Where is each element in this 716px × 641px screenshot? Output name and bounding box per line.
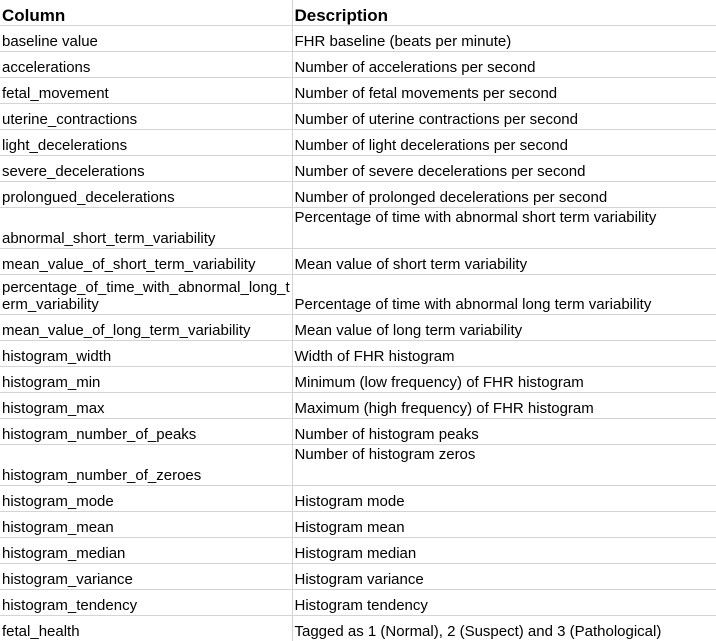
description-cell[interactable]: Number of severe decelerations per second (292, 156, 716, 182)
table-row (0, 78, 716, 104)
column-cell[interactable]: severe_decelerations (0, 156, 292, 182)
column-cell[interactable]: histogram_number_of_peaks (0, 419, 292, 445)
table-row (0, 182, 716, 208)
description-cell[interactable]: Percentage of time with abnormal short term variability (292, 208, 716, 249)
column-header-cell[interactable]: Column (0, 0, 292, 26)
column-cell[interactable]: mean_value_of_long_term_variability (0, 315, 292, 341)
column-cell[interactable]: histogram_number_of_zeroes (0, 445, 292, 486)
table-row (0, 419, 716, 445)
column-cell[interactable]: uterine_contractions (0, 104, 292, 130)
description-cell[interactable]: Width of FHR histogram (292, 341, 716, 367)
column-cell[interactable]: histogram_max (0, 393, 292, 419)
column-cell[interactable]: histogram_mean (0, 512, 292, 538)
description-cell[interactable]: Number of light decelerations per second (292, 130, 716, 156)
column-cell[interactable]: histogram_mode (0, 486, 292, 512)
table-row (0, 249, 716, 275)
description-header-cell[interactable]: Description (292, 0, 716, 26)
column-cell[interactable]: fetal_movement (0, 78, 292, 104)
description-cell[interactable]: Minimum (low frequency) of FHR histogram (292, 367, 716, 393)
table-row (0, 538, 716, 564)
table-row (0, 512, 716, 538)
description-cell[interactable]: Number of fetal movements per second (292, 78, 716, 104)
description-cell[interactable]: Number of accelerations per second (292, 52, 716, 78)
table-row (0, 315, 716, 341)
table-row (0, 367, 716, 393)
table-row (0, 616, 716, 641)
description-cell[interactable]: Number of uterine contractions per second (292, 104, 716, 130)
description-cell[interactable]: Histogram variance (292, 564, 716, 590)
table-row (0, 393, 716, 419)
description-cell[interactable]: Histogram mode (292, 486, 716, 512)
description-cell[interactable]: FHR baseline (beats per minute) (292, 26, 716, 52)
description-cell[interactable]: Percentage of time with abnormal long term variability (292, 275, 716, 315)
description-cell[interactable]: Maximum (high frequency) of FHR histogram (292, 393, 716, 419)
description-cell[interactable]: Number of prolonged decelerations per second (292, 182, 716, 208)
table-row (0, 52, 716, 78)
column-cell[interactable]: percentage_of_time_with_abnormal_long_term_variability (0, 275, 292, 315)
table-row (0, 26, 716, 52)
column-cell[interactable]: abnormal_short_term_variability (0, 208, 292, 249)
table-row (0, 486, 716, 512)
description-cell[interactable]: Number of histogram zeros (292, 445, 716, 486)
column-cell[interactable]: fetal_health (0, 616, 292, 641)
column-cell[interactable]: accelerations (0, 52, 292, 78)
table-row (0, 564, 716, 590)
column-cell[interactable]: histogram_median (0, 538, 292, 564)
description-cell[interactable]: Histogram mean (292, 512, 716, 538)
column-cell[interactable]: histogram_min (0, 367, 292, 393)
table-row (0, 130, 716, 156)
description-cell[interactable]: Mean value of short term variability (292, 249, 716, 275)
table-row (0, 208, 716, 249)
description-cell[interactable]: Tagged as 1 (Normal), 2 (Suspect) and 3 (Pathological) (292, 616, 716, 641)
table-row (0, 156, 716, 182)
header-row (0, 0, 716, 26)
column-cell[interactable]: histogram_width (0, 341, 292, 367)
description-cell[interactable]: Histogram tendency (292, 590, 716, 616)
table-row (0, 104, 716, 130)
column-cell[interactable]: prolongued_decelerations (0, 182, 292, 208)
table-row (0, 445, 716, 486)
column-cell[interactable]: mean_value_of_short_term_variability (0, 249, 292, 275)
table-row (0, 341, 716, 367)
column-cell[interactable]: histogram_variance (0, 564, 292, 590)
column-cell[interactable]: baseline value (0, 26, 292, 52)
table-row (0, 275, 716, 315)
table-row (0, 590, 716, 616)
column-cell[interactable]: light_decelerations (0, 130, 292, 156)
description-cell[interactable]: Histogram median (292, 538, 716, 564)
column-cell[interactable]: histogram_tendency (0, 590, 292, 616)
description-cell[interactable]: Mean value of long term variability (292, 315, 716, 341)
description-cell[interactable]: Number of histogram peaks (292, 419, 716, 445)
